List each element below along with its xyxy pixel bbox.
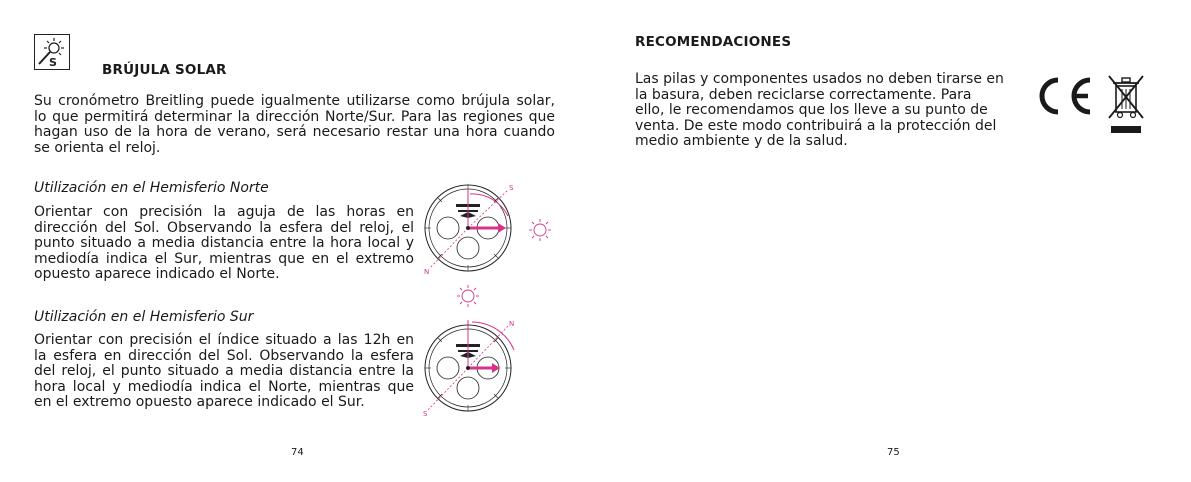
right-page	[596, 0, 1191, 482]
ce-mark-icon	[1036, 74, 1096, 122]
recycle-bin-crossed-icon	[1106, 72, 1146, 140]
page-number: 74	[291, 447, 304, 458]
south-heading: Utilización en el Hemisferio Sur	[34, 309, 254, 325]
page-title: BRÚJULA SOLAR	[102, 62, 227, 78]
north-heading: Utilización en el Hemisferio Norte	[34, 180, 269, 196]
sun-icon	[529, 219, 551, 241]
south-paragraph: Orientar con precisión el índice situado a las 12h en la esfera en dirección del Sol. Observando la esfera del reloj, el punto situado a media distancia entre la hora local y mediodía indica el Norte, mientras que en el extremo opuesto aparece indicado el Sur.	[34, 332, 414, 410]
page-number: 75	[887, 447, 900, 458]
north-label: N	[509, 320, 515, 328]
solar-compass-icon	[34, 34, 70, 70]
intro-paragraph: Su cronómetro Breitling puede igualmente utilizarse como brújula solar, lo que permitirá determinar la dirección Norte/Sur. Para las regiones que hagan uso de la hora de verano, será necesario restar una hora cuando se orienta el reloj.	[34, 93, 555, 156]
north-paragraph: Orientar con precisión la aguja de las horas en dirección del Sol. Observando la esfera del reloj, el punto situado a media distancia entre la hora local y mediodía indica el Sur, mientras que en el extremo opuesto aparece indicado el Norte.	[34, 204, 414, 282]
recommendations-paragraph: Las pilas y componentes usados no deben tirarse en la basura, deben reciclarse correctamente. Para ello, le recomendamos que los lleve a su punto de venta. De este modo contribuirá a la protección del medio ambiente y de la salud.	[635, 71, 1004, 149]
south-label: S	[423, 410, 428, 418]
left-page	[0, 0, 595, 482]
north-hemisphere-diagram	[420, 176, 560, 276]
north-label: N	[424, 268, 430, 276]
south-hemisphere-diagram	[420, 280, 560, 420]
page-title: RECOMENDACIONES	[635, 34, 792, 50]
south-label: S	[509, 184, 514, 192]
svg-text:S: S	[49, 56, 57, 68]
sun-icon	[457, 285, 479, 307]
